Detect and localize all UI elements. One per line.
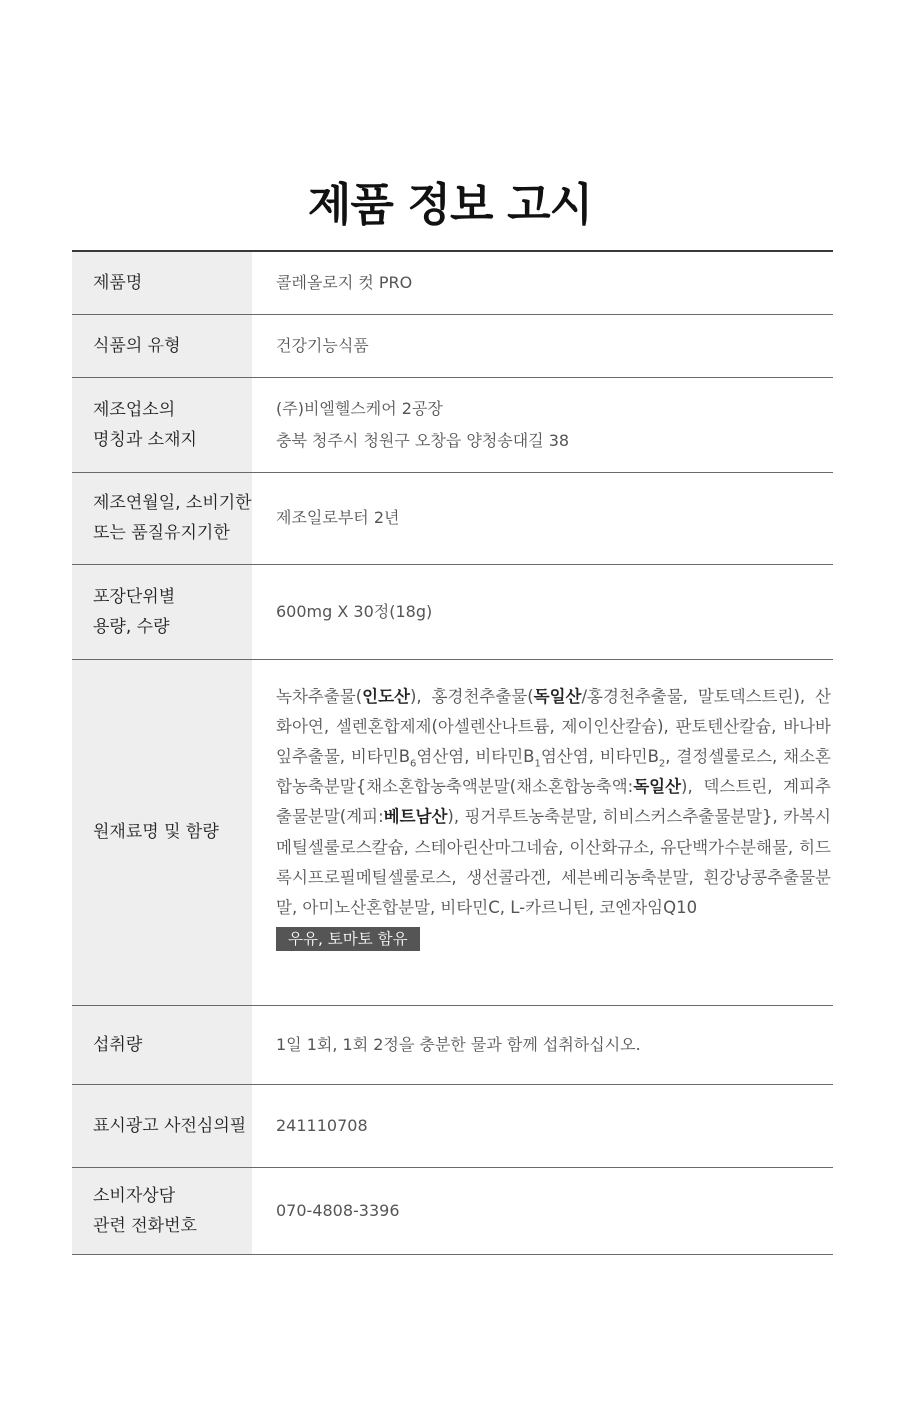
table-row-manufacturer <box>72 377 833 472</box>
subscript: 6 <box>410 758 417 770</box>
row-label-line: 관련 전화번호 <box>93 1216 197 1237</box>
table-row-product-name <box>72 251 833 314</box>
row-label-line: 제조업소의 <box>93 399 176 420</box>
row-label-line: 제조연월일, 소비기한 <box>93 493 252 513</box>
ingredients-text-part: /홍경천추출물, 말토덱스트린), 산화아연, 셀렌혼합제제(아셀렌산나트륨, 제이인산칼슘), 판토텐산칼슘, 바나바잎추출물, 비타민B <box>276 686 831 766</box>
allergen-badge: 우유, 토마토 함유 <box>276 927 420 951</box>
row-label: 제품명 <box>72 251 252 314</box>
row-label: 섭취량 <box>72 1006 252 1085</box>
product-info-table <box>72 250 833 1255</box>
row-label-line: 명칭과 소재지 <box>93 429 197 450</box>
origin-bold: 독일산 <box>533 686 582 706</box>
row-label-line: 소비자상담 <box>93 1186 176 1207</box>
table-row-intake <box>72 1006 833 1085</box>
origin-bold: 인도산 <box>362 686 410 706</box>
ingredients-text-part: ), 덱스트린, 계피추출물분말(계피: <box>276 777 831 827</box>
ingredients-text-part: 염산염, 비타민B <box>416 746 535 766</box>
ingredients-text-part: ), 핑거루트농축분말, 히비스커스추출물분말}, 카복시메틸셀룰로스칼슘, 스테아린산마그네슘, 이산화규소, 유단백가수분해물, 히드록시프로필메틸셀룰로스, 생선콜라겐, 세븐베리농축분말, 흰강낭콩추출물분말, 아미노산혼합분말, 비타민C, L-카르니틴, 코엔자임Q10 <box>276 807 831 917</box>
expiry-value: 제조일로부터 2년 <box>276 508 400 527</box>
ingredients-text-part: , 결정셀룰로스, 채소혼합농축분말{채소혼합농축액분말(채소혼합농축액: <box>276 746 831 797</box>
table-row-ad-review <box>72 1085 833 1168</box>
subscript: 1 <box>534 758 541 770</box>
ingredients-text-part: 녹차추출물( <box>276 686 363 706</box>
row-label: 표시광고 사전심의필 <box>72 1085 252 1168</box>
ingredients-value <box>252 659 833 1006</box>
ad-review-value: 241110708 <box>276 1116 368 1136</box>
subscript: 2 <box>658 758 666 770</box>
row-label <box>72 564 252 659</box>
manufacturer-value <box>252 377 833 472</box>
package-value: 600mg X 30정(18g) <box>276 601 433 621</box>
table-row-package <box>72 564 833 659</box>
row-label <box>72 1168 252 1255</box>
origin-bold: 베트남산 <box>383 807 448 827</box>
table-row-consumer <box>72 1168 833 1255</box>
consumer-phone-value: 070-4808-3396 <box>276 1201 400 1221</box>
ingredients-text-part: ), 홍경천추출물( <box>409 686 534 706</box>
intake-value: 1일 1회, 1회 2정을 충분한 물과 함께 섭취하십시오. <box>276 1035 641 1055</box>
table-row-food-type <box>72 314 833 377</box>
row-label: 원재료명 및 함량 <box>72 659 252 1006</box>
manufacturer-name: (주)비엘헬스케어 2공장 <box>276 398 443 418</box>
row-label <box>72 377 252 472</box>
table-row-expiry <box>72 472 833 564</box>
row-label-line: 포장단위별 <box>93 586 176 607</box>
row-label-line: 또는 품질유지기한 <box>93 523 230 543</box>
ingredients-text <box>276 682 833 924</box>
food-type-value: 건강기능식품 <box>276 335 369 355</box>
row-label: 식품의 유형 <box>72 314 252 377</box>
origin-bold: 독일산 <box>633 777 682 797</box>
page-title: 제품 정보 고시 <box>307 178 593 231</box>
table-row-ingredients <box>72 659 833 1006</box>
row-label-line: 용량, 수량 <box>93 616 170 637</box>
ingredients-text-part: 염산염, 비타민B <box>540 746 659 766</box>
manufacturer-address: 충북 청주시 청원구 오창읍 양청송대길 38 <box>276 430 570 450</box>
row-label <box>72 472 252 564</box>
product-name-value: 콜레올로지 컷 PRO <box>276 272 413 292</box>
